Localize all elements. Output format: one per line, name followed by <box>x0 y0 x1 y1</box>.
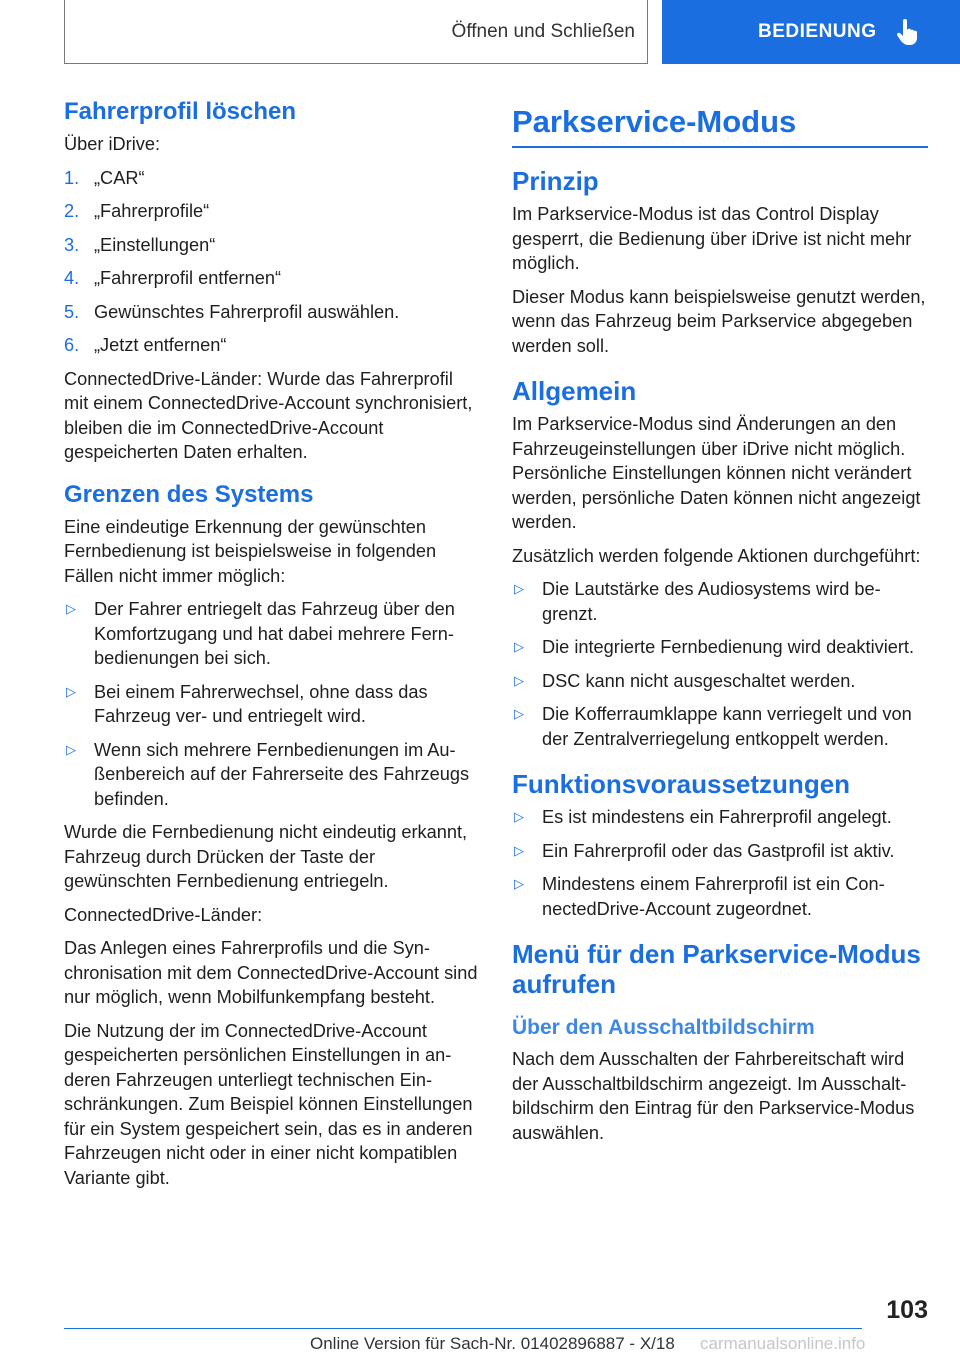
paragraph: Die Nutzung der im ConnectedDrive-Account gespeicherten persönlichen Einstellungen in anderen Fahrzeugen unterliegt technischen Einschränkungen. Zum Beispiel können Einstellungen für ein System gespeichert sein, das es in anderen Fahrzeugen nicht oder in einer nicht kompatiblen Variante gibt. <box>64 1020 473 1188</box>
list-item <box>512 872 928 921</box>
chapter-title: Öffnen und Schließen <box>451 20 635 42</box>
section-title-principle: Prinzip <box>512 166 599 196</box>
step-text: „Fahrerprofil entfernen“ <box>94 268 282 288</box>
step-text: „CAR“ <box>94 167 145 188</box>
step-number: 6. <box>64 335 80 355</box>
left-column <box>64 98 478 1199</box>
step-number: 5. <box>64 301 80 322</box>
list-item <box>64 266 478 291</box>
page-number: 103 <box>886 1296 928 1324</box>
list-item <box>512 577 928 626</box>
list-item <box>64 738 478 812</box>
section-title-general: Allgemein <box>512 376 637 406</box>
paragraph: Im Parkservice-Modus sind Änderungen an den Fahrzeugeinstellungen über iDrive nicht möglich. Persönliche Einstellungen können nicht verändert werden, persönliche Daten können nicht angezeigt werden. <box>512 414 921 532</box>
list-item <box>512 839 928 864</box>
triangle-bullet-icon: ▷ <box>514 639 524 654</box>
footer-text: Online Version für Sach-Nr. 01402896887 - X/18 <box>310 1334 675 1353</box>
triangle-bullet-icon: ▷ <box>66 683 76 699</box>
triangle-bullet-icon: ▷ <box>514 842 524 858</box>
paragraph: Wurde die Fernbedienung nicht eindeutig erkannt, Fahrzeug durch Drücken der Taste der gewünschten Fernbedienung entriegeln. <box>64 822 468 891</box>
right-column <box>512 98 928 1154</box>
bullet-list <box>64 597 478 811</box>
main-title: Parkservice-Modus <box>512 102 928 148</box>
bullet-text: Bei einem Fahrerwechsel, ohne dass das Fahrzeug ver- und entriegelt wird. <box>94 681 428 726</box>
step-number: 4. <box>64 268 80 288</box>
bullet-text: Die integrierte Fernbedienung wird deaktiviert. <box>542 637 915 657</box>
bullet-list <box>512 577 928 751</box>
list-item <box>64 233 478 258</box>
bullet-text: DSC kann nicht ausgeschaltet werden. <box>542 670 856 691</box>
section-title-menu: Menü für den Parkservice-Modus aufrufen <box>512 939 921 999</box>
list-item <box>64 597 478 671</box>
triangle-bullet-icon: ▷ <box>514 672 524 688</box>
paragraph: ConnectedDrive-Länder: <box>64 904 263 925</box>
section-title: BEDIENUNG <box>758 21 877 42</box>
triangle-bullet-icon: ▷ <box>514 876 524 891</box>
list-item <box>64 199 478 224</box>
triangle-bullet-icon: ▷ <box>514 706 524 721</box>
bullet-text: Der Fahrer entriegelt das Fahrzeug über den Komfortzugang und hat dabei mehrere Fernbedienungen bei sich. <box>94 599 455 668</box>
bullet-list <box>512 805 928 921</box>
bullet-text: Die Lautstärke des Audiosystems wird begrenzt. <box>542 579 881 624</box>
step-number: 1. <box>64 167 80 188</box>
subsection-title-off-screen: Über den Ausschaltbildschirm <box>512 1016 815 1039</box>
step-text: „Jetzt entfernen“ <box>94 335 227 355</box>
step-text: Gewünschtes Fahrerprofil auswählen. <box>94 301 400 322</box>
paragraph: ConnectedDrive-Länder: Wurde das Fahrerprofil mit einem ConnectedDrive-Account synchronisiert, bleiben die im ConnectedDrive-Account gespeicherten Daten erhalten. <box>64 368 473 462</box>
bullet-text: Ein Fahrerprofil oder das Gastprofil ist aktiv. <box>542 840 895 861</box>
paragraph: Dieser Modus kann beispielsweise genutzt werden, wenn das Fahrzeug beim Parkservice abgegeben werden soll. <box>512 286 926 356</box>
steps-list <box>64 166 478 358</box>
list-item <box>512 669 928 694</box>
step-number: 3. <box>64 234 80 255</box>
list-item <box>512 635 928 660</box>
bullet-text: Mindestens einem Fahrerprofil ist ein ConnectedDrive-Account zugeordnet. <box>542 874 885 919</box>
step-text: „Fahrerprofile“ <box>94 201 210 221</box>
hand-pointer-icon <box>897 19 919 45</box>
list-item <box>64 300 478 325</box>
paragraph: Im Parkservice-Modus ist das Control Display gesperrt, die Bedienung über iDrive ist nicht mehr möglich. <box>512 204 912 273</box>
paragraph: Eine eindeutige Erkennung der gewünschten Fernbedienung ist beispielsweise in folgenden Fällen nicht immer möglich: <box>64 516 437 586</box>
step-number: 2. <box>64 201 80 221</box>
section-title-limits: Grenzen des Systems <box>64 480 314 508</box>
paragraph: Das Anlegen eines Fahrerprofils und die Synchronisation mit dem ConnectedDrive-Account sind nur möglich, wenn Mobilfunkempfang besteht. <box>64 938 478 1007</box>
triangle-bullet-icon: ▷ <box>514 581 524 596</box>
paragraph: Zusätzlich werden folgende Aktionen durchgeführt: <box>512 545 921 566</box>
triangle-bullet-icon: ▷ <box>66 601 76 616</box>
list-item <box>512 805 928 830</box>
step-text: „Einstellungen“ <box>94 234 216 255</box>
chapter-header <box>64 0 648 64</box>
triangle-bullet-icon: ▷ <box>514 809 524 824</box>
section-title-delete-profile: Fahrerprofil löschen <box>64 98 297 125</box>
list-item <box>64 166 478 191</box>
triangle-bullet-icon: ▷ <box>66 741 76 757</box>
watermark: carmanualsonline.info <box>700 1334 866 1353</box>
bullet-text: Es ist mindestens ein Fahrerprofil angelegt. <box>542 807 892 827</box>
list-item <box>64 680 478 729</box>
footer-divider <box>64 1328 862 1329</box>
section-header <box>662 0 960 64</box>
intro-text: Über iDrive: <box>64 134 161 154</box>
bullet-text: Wenn sich mehrere Fernbedienungen im Außenbereich auf der Fahrerseite des Fahrzeugs befinden. <box>94 739 470 809</box>
section-title-requirements: Funktionsvoraussetzungen <box>512 769 851 799</box>
list-item <box>64 333 478 358</box>
list-item <box>512 702 928 751</box>
bullet-text: Die Kofferraumklappe kann verriegelt und von der Zentralverriegelung entkoppelt werden. <box>542 704 912 749</box>
paragraph: Nach dem Ausschalten der Fahrbereitschaft wird der Ausschaltbildschirm angezeigt. Im Ausschaltbildschirm den Eintrag für den Parkservice-Modus auswählen. <box>512 1049 915 1143</box>
